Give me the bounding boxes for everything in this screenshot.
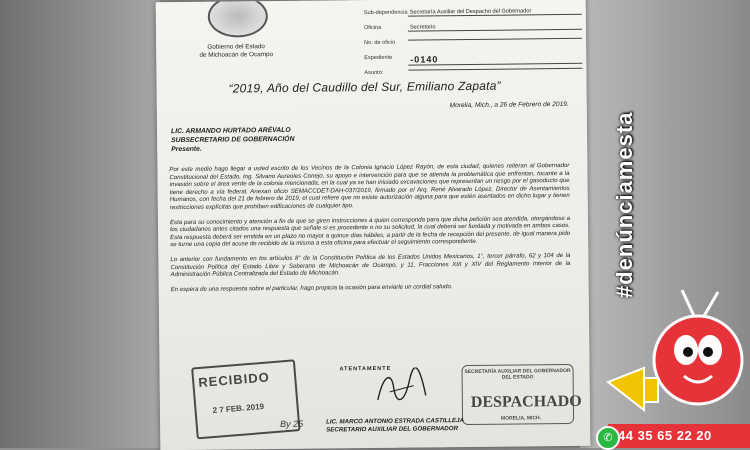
document-metadata (364, 8, 583, 85)
meta-value: Secretaría Auxiliar del Despacho del Gobernador (408, 8, 582, 17)
paragraph: Lo anterior con fundamento en los artículos 8° de la Constitución Política de los Estados Unidos Mexicanos, 1°, tercer párrafo, 62 y 104 de la Constitución Política del Estado Libre y Soberano de Michoacán de Ocampo, y 11, Fracciones XIII y XIV del Reglamento Interior de la Administración Pública Centralizada del Estado de Michoacán. (170, 251, 571, 279)
addressee-title: SUBSECRETARIO DE GOBERNACIÓN (171, 135, 295, 145)
signature-icon (370, 367, 430, 408)
letter-body (169, 162, 570, 300)
meta-label: Oficina (363, 24, 382, 32)
paragraph: Esta para su conocimiento y atención a fin de que se giren instrucciones a quien corresponda para que dicha petición sea atendida, otorgándose a los ciudadanos antes citados una respuesta que señale si es procedente o no su solicitud, la cual deberá ser fundada y motivada en ambos casos. Esta respuesta deberá ser emitida en un plazo no mayor a quince días hábiles, a partir de la fecha de recepción del presente, de igual manera pido se turne una copia del acuse de recibido de la misma a esta oficina para efectuar el seguimiento correspondiente. (169, 214, 571, 249)
paragraph: En espera de una respuesta sobre el particular, hago propicia la ocasión para enviarle un cordial saludo. (170, 282, 453, 293)
received-stamp-label: RECIBIDO (197, 369, 271, 391)
meta-label: Sub-dependencia (363, 9, 408, 17)
despachado-stamp-city: MORELIA, MICH. (501, 415, 542, 422)
despachado-stamp-label: DESPACHADO (470, 392, 582, 411)
despachado-stamp-office: SECRETARÍA AUXILIAR DEL GOBERNADOR DEL ESTADO (464, 367, 571, 381)
signer-name: LIC. MARCO ANTONIO ESTRADA CASTILLEJA (326, 417, 465, 426)
gov-line-1: Gobierno del Estado (207, 43, 265, 51)
letter-document (156, 0, 591, 450)
meta-label: Asunto: (364, 69, 384, 77)
received-stamp-date: 2 7 FEB. 2019 (212, 401, 265, 416)
mascot-logo-icon (598, 278, 748, 418)
addressee-block (171, 126, 295, 154)
contact-phone: 44 35 65 22 20 (618, 428, 712, 443)
signer-block (326, 417, 464, 434)
handwritten-note: By 25 (280, 418, 304, 429)
year-motto: “2019, Año del Caudillo del Sur, Emiliano Zapata” (228, 78, 501, 96)
meta-value: Secretario (408, 23, 582, 32)
background-left (0, 0, 160, 448)
brand-logo-text: #denúnciamesta (612, 111, 637, 298)
meta-label: No. de oficio (364, 39, 396, 47)
date-line: Morelia, Mich., a 26 de Febrero de 2019. (449, 100, 569, 110)
meta-label: Expediente (364, 54, 393, 62)
meta-value-expediente: -0140 (408, 53, 582, 66)
whatsapp-icon: ✆ (596, 426, 620, 450)
addressee-name: LIC. ARMANDO HURTADO ARÉVALO (170, 126, 291, 136)
signer-title: SECRETARIO AUXILIAR DEL GOBERNADOR (326, 425, 459, 434)
closing-word: ATENTAMENTE (339, 365, 392, 373)
paragraph: Por este medio hago llegar a usted escrito de los Vecinos de la Colonia Ignacio López Rayón, de esta ciudad, quienes reiteran al Gobernador Constitucional del Estado, Ing. Silvano Aureoles Conejo, su apoyo e intervención para que se atienda la problemática que enfrentan, tocante a la invasión sobre el área verde de la colonia mencionada, en la cual ya se han iniciado excavaciones que representan un riesgo por el gasoducto que tiene derecho a vía federal. Anexan oficio SEMACCDET-DAH-037/2019, firmado por el Arq. René Alvarado López, Director de Asentamientos Humanos, con fecha del 21 de febrero de 2019, el cual refiere que no existe autorización alguna para que estén asentados en dicho lugar y tienen restricciones explícitas que prohíben edificaciones de cualquier tipo. (169, 161, 570, 212)
government-heading (194, 43, 278, 60)
state-seal-icon (208, 0, 268, 38)
addressee-presente: Presente. (171, 145, 202, 154)
gov-line-2: de Michoacán de Ocampo (199, 51, 274, 59)
despachado-stamp (461, 364, 582, 425)
